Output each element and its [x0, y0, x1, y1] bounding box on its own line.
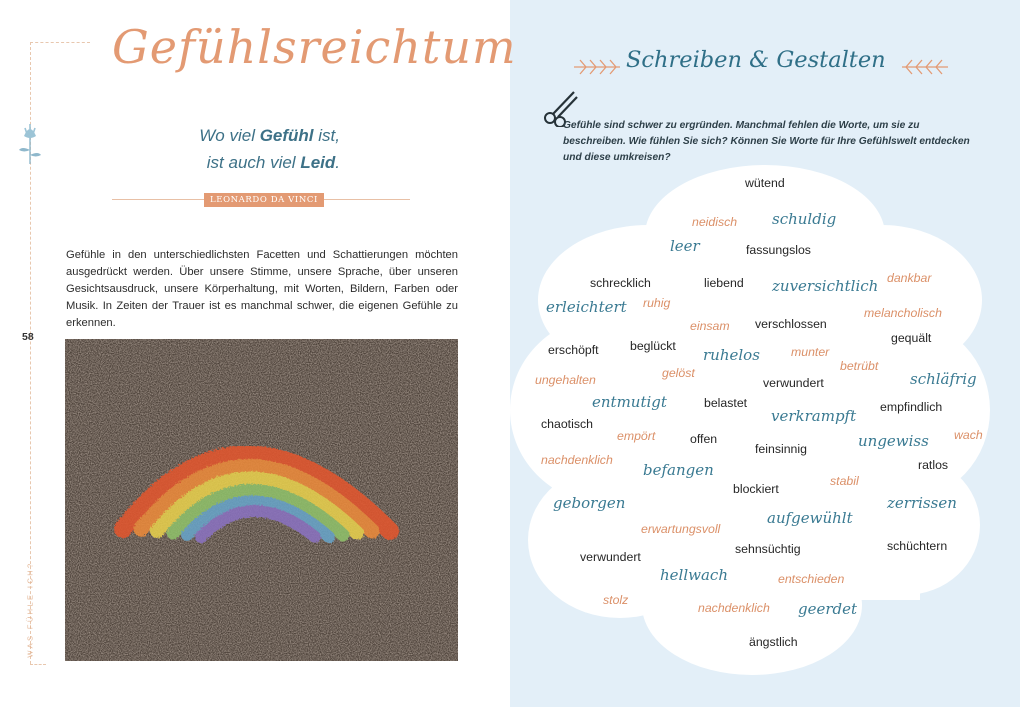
feeling-word: ruhelos [703, 346, 760, 364]
feeling-word: munter [791, 345, 830, 359]
body-text: Gefühle in den unterschiedlichsten Facetten und Schattierungen möchten ausgedrückt werden. Über unsere Stimme, unsere Sprache, über unseren Gesichtsausdruck, unsere Körperhaltung, mit Worten, Bildern, Farben oder Musik. In Zeiten der Trauer ist es manchmal schwer, die eigenen Gefühle zu erkennen. [66, 249, 458, 329]
quote-line2-pre: ist auch viel [206, 153, 301, 172]
feeling-word: zerrissen [887, 494, 957, 512]
feeling-word: wach [954, 428, 983, 442]
feeling-word: ungewiss [858, 432, 929, 450]
feeling-word: erleichtert [546, 298, 627, 316]
feeling-word: geborgen [553, 494, 626, 512]
feeling-word: zuversichtlich [772, 277, 879, 295]
feeling-word: blockiert [733, 482, 779, 496]
feeling-word: verwundert [763, 376, 824, 390]
feeling-word: befangen [643, 461, 714, 479]
feeling-word: neidisch [692, 215, 738, 229]
feeling-word: aufgewühlt [767, 509, 853, 527]
feeling-word: ängstlich [749, 635, 798, 649]
quote-line1-pre: Wo viel [199, 126, 260, 145]
quote-line2-bold: Leid [300, 153, 336, 172]
feeling-word: empfindlich [880, 400, 943, 414]
feeling-word: stolz [603, 593, 629, 607]
feeling-word: fassungslos [746, 243, 811, 257]
instruction-text: Gefühle sind schwer zu ergründen. Manchmal fehlen die Worte, um sie zu beschreiben. Wie fühlen Sie sich? Können Sie Worte für Ihre Gefühlswelt entdecken und diese umkreisen? [563, 120, 970, 163]
quote-line1-post: ist, [313, 126, 340, 145]
feeling-word: ruhig [643, 296, 671, 310]
feeling-word: hellwach [660, 566, 728, 584]
feeling-word: entschieden [778, 572, 845, 586]
feeling-word: nachdenklich [698, 601, 770, 615]
feeling-word: offen [690, 432, 718, 446]
feeling-word: gequält [891, 331, 932, 345]
page-number: 58 [22, 331, 34, 343]
feeling-word: empört [617, 429, 656, 443]
feeling-word: chaotisch [541, 417, 593, 431]
feeling-word: verschlossen [755, 317, 827, 331]
feeling-word: belastet [704, 396, 748, 410]
feeling-word: schuldig [772, 210, 837, 228]
feeling-word: ratlos [918, 458, 949, 472]
feeling-word: einsam [690, 319, 730, 333]
page-title: Gefühlsreichtum [112, 20, 517, 74]
feeling-word: schüchtern [887, 539, 948, 553]
feeling-word: stabil [830, 474, 859, 488]
feeling-word: schläfrig [910, 370, 977, 388]
feeling-word: melancholisch [864, 306, 942, 320]
feeling-word: erschöpft [548, 343, 599, 357]
feeling-word: verwundert [580, 550, 641, 564]
feeling-word: verkrampft [771, 407, 857, 425]
feeling-word: ungehalten [535, 373, 596, 387]
section-title: Schreiben & Gestalten [626, 47, 886, 73]
feeling-word: gelöst [662, 366, 695, 380]
feeling-word: sehnsüchtig [735, 542, 801, 556]
feeling-word: schrecklich [590, 276, 651, 290]
quote-author: LEONARDO DA VINCI [204, 193, 324, 207]
feeling-word: beglückt [630, 339, 676, 353]
feeling-word: betrübt [840, 359, 879, 373]
feeling-word: leer [670, 237, 700, 255]
feeling-word: feinsinnig [755, 442, 807, 456]
quote-line2-post: . [335, 153, 340, 172]
quote-line1-bold: Gefühl [259, 126, 314, 145]
feeling-word: geerdet [798, 600, 858, 618]
feeling-word: erwartungsvoll [641, 522, 721, 536]
side-label: WAS FÜHLE ICH? [25, 561, 35, 658]
feeling-word: wütend [745, 176, 785, 190]
feeling-word: nachdenklich [541, 453, 613, 467]
feeling-word: liebend [704, 276, 744, 290]
feeling-word: dankbar [887, 271, 932, 285]
feeling-word: entmutigt [592, 393, 667, 411]
